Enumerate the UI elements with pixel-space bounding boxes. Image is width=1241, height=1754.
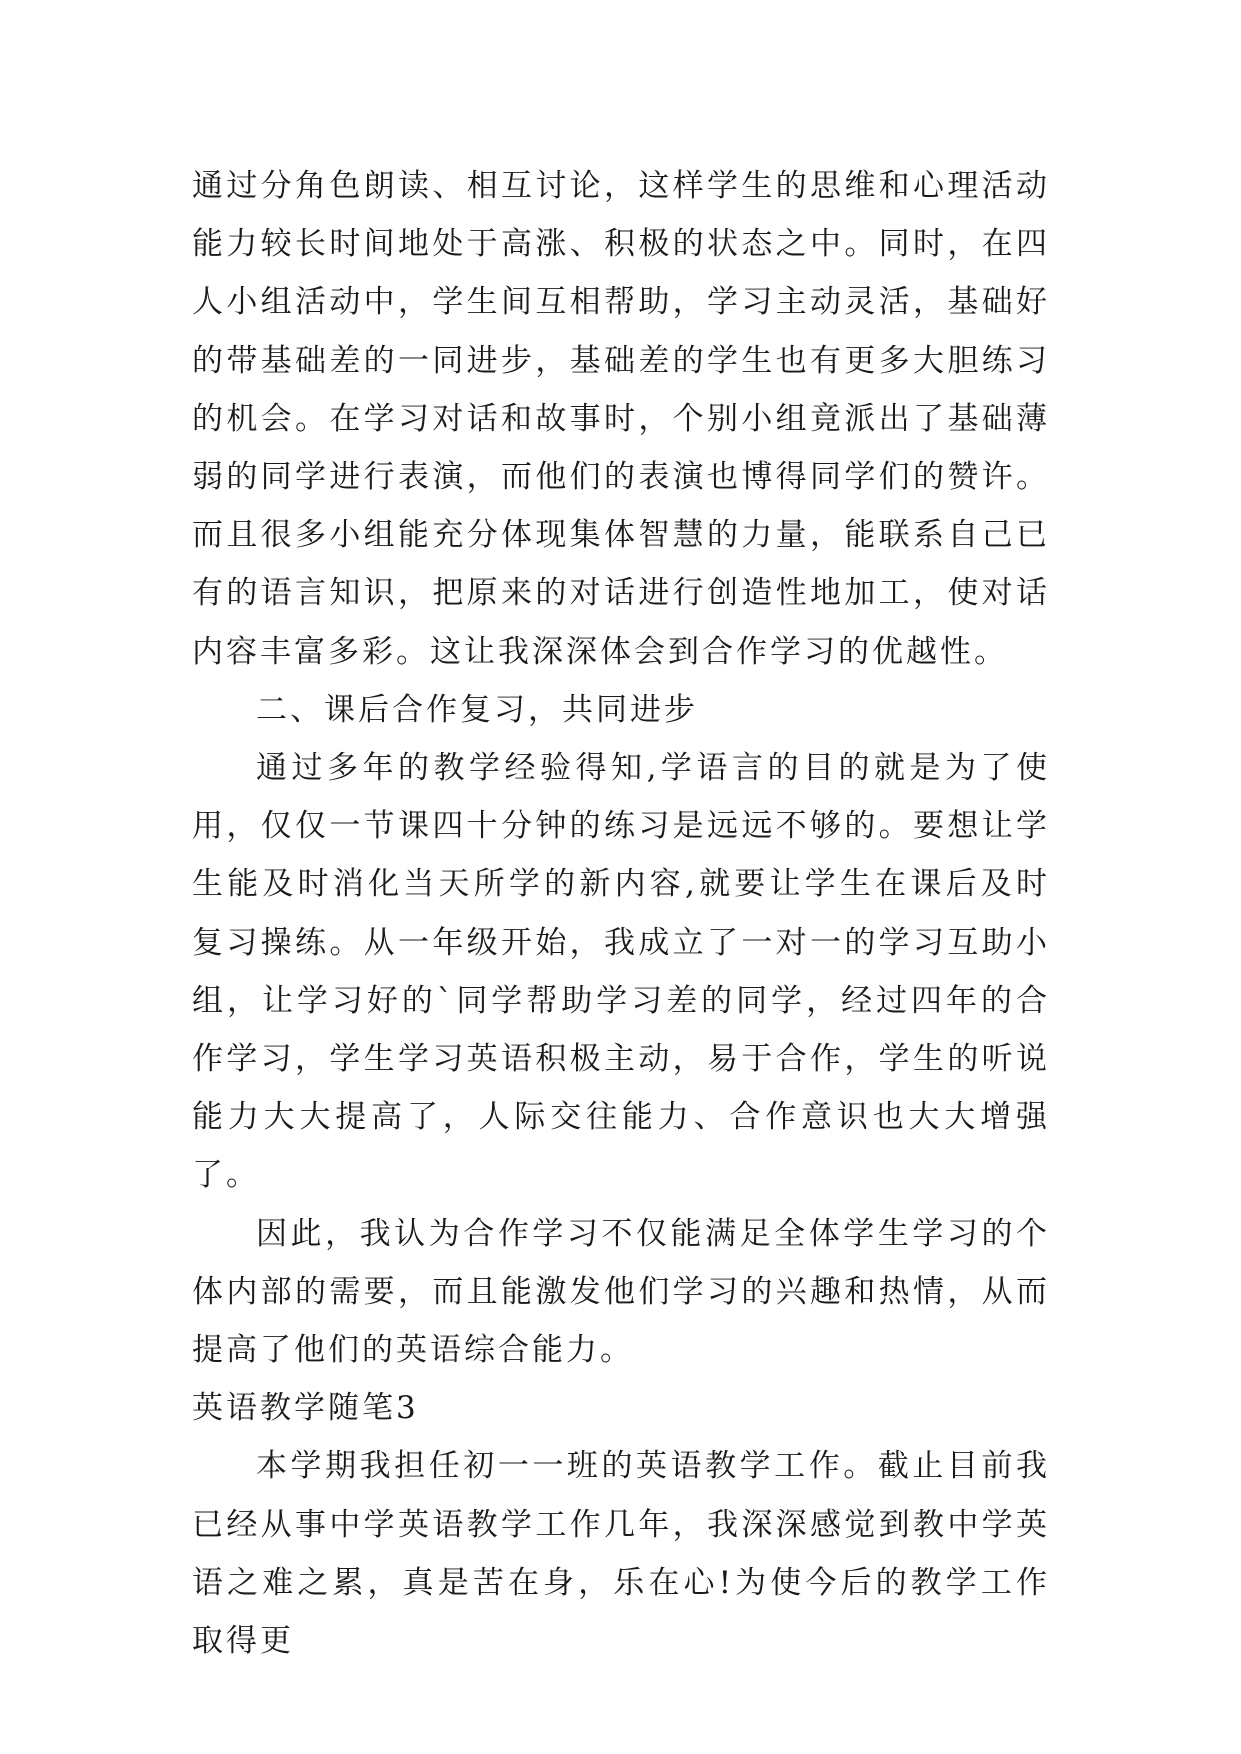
section-heading: 二、课后合作复习，共同进步 xyxy=(256,691,698,728)
paragraph: 本学期我担任初一一班的英语教学工作。截止目前我已经从事中学英语教学工作几年，我深深感觉到教中学英语之难之累，真是苦在身，乐在心!为使今后的教学工作取得更 xyxy=(192,1448,1050,1660)
document-body xyxy=(192,157,1050,1670)
paragraph: 因此，我认为合作学习不仅能满足全体学生学习的个体内部的需要，而且能激发他们学习的兴趣和热情，从而提高了他们的英语综合能力。 xyxy=(192,1215,1050,1369)
essay-title: 英语教学随笔3 xyxy=(192,1390,419,1427)
paragraph: 通过多年的教学经验得知,学语言的目的就是为了使用，仅仅一节课四十分钟的练习是远远不够的。要想让学生能及时消化当天所学的新内容,就要让学生在课后及时复习操练。从一年级开始，我成立了一对一的学习互助小组，让学习好的`同学帮助学习差的同学，经过四年的合作学习，学生学习英语积极主动，易于合作，学生的听说能力大大提高了，人际交往能力、合作意识也大大增强了。 xyxy=(192,750,1050,1194)
paragraph-continuation: 通过分角色朗读、相互讨论，这样学生的思维和心理活动能力较长时间地处于高涨、积极的状态之中。同时，在四人小组活动中，学生间互相帮助，学习主动灵活，基础好的带基础差的一同进步，基础差的学生也有更多大胆练习的机会。在学习对话和故事时，个别小组竟派出了基础薄弱的同学进行表演，而他们的表演也博得同学们的赞许。而且很多小组能充分体现集体智慧的力量，能联系自己已有的语言知识，把原来的对话进行创造性地加工，使对话内容丰富多彩。这让我深深体会到合作学习的优越性。 xyxy=(192,168,1050,670)
